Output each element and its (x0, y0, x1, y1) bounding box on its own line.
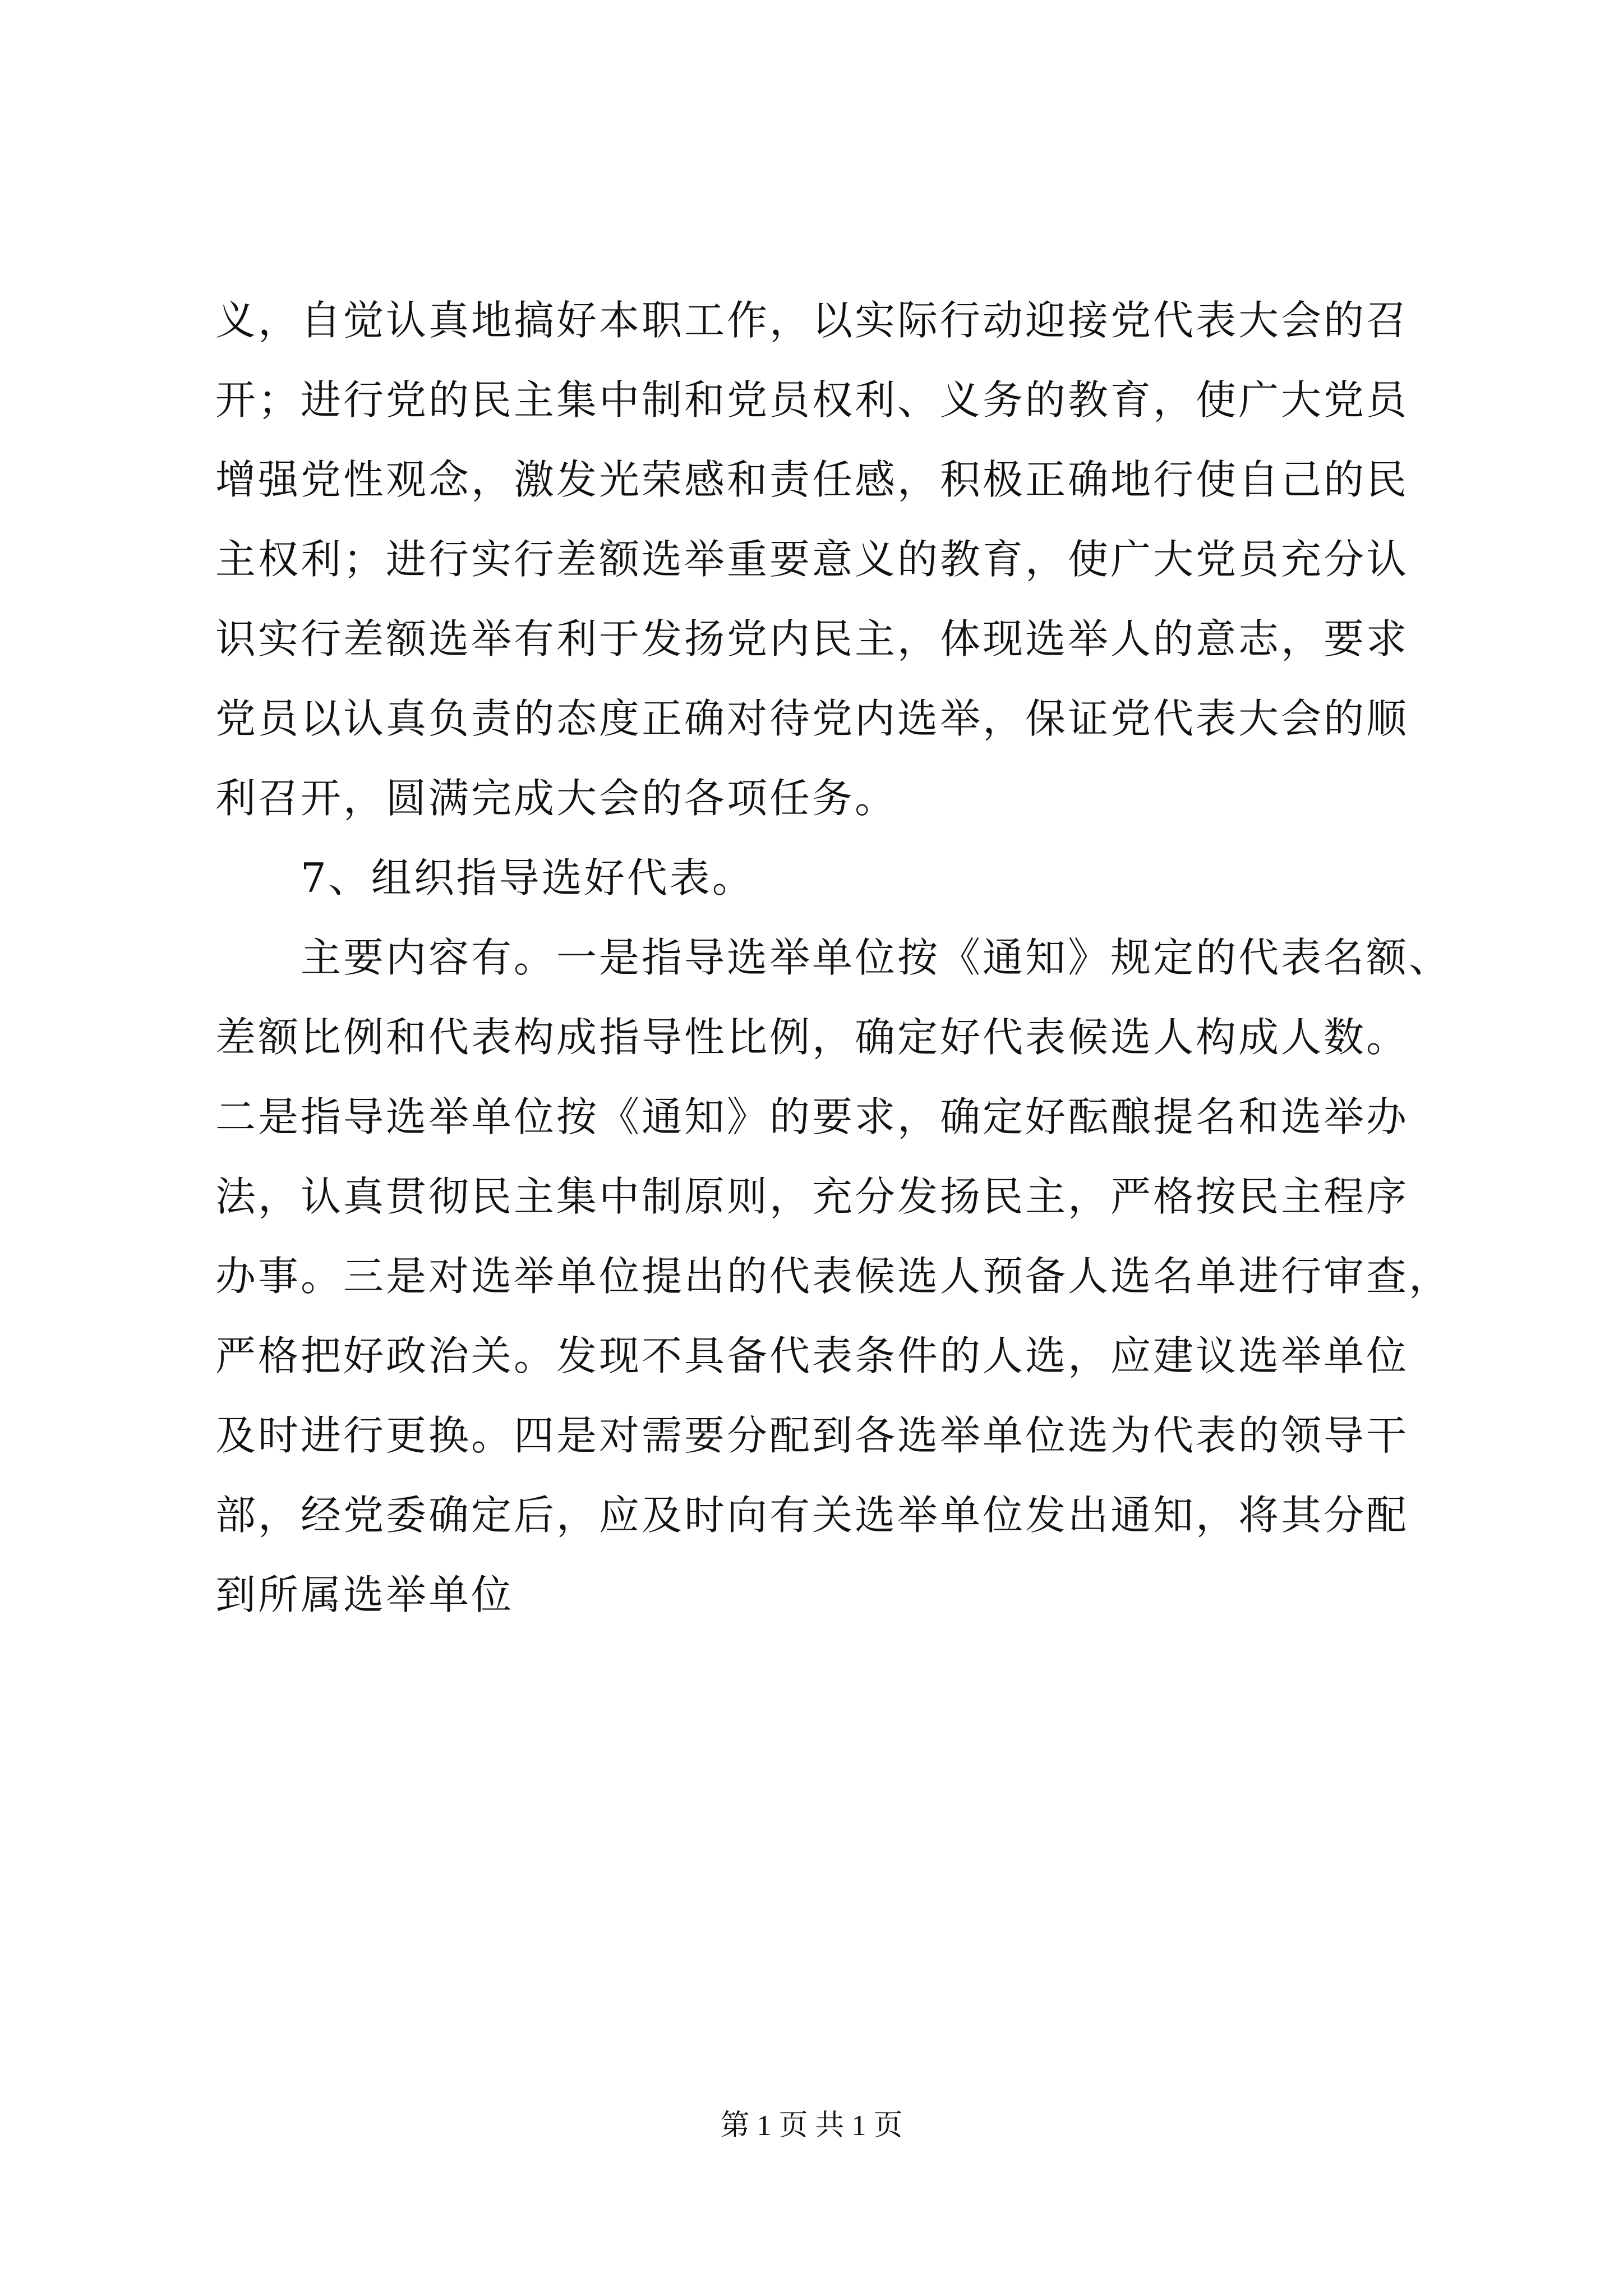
page-number-label: 第 1 页 共 1 页 (720, 2110, 903, 2142)
text-line: 严格把好政治关。发现不具备代表条件的人选，应建议选举单位 (215, 1332, 1409, 1379)
page-footer (0, 2106, 1623, 2146)
text-line: 到所属选举单位 (215, 1571, 514, 1618)
text-line: 法，认真贯彻民主集中制原则，充分发扬民主，严格按民主程序 (215, 1173, 1409, 1220)
paragraph-education (215, 280, 1424, 838)
text-line: 识实行差额选举有利于发扬党内民主，体现选举人的意志，要求 (215, 615, 1409, 662)
text-line: 开；进行党的民主集中制和党员权利、义务的教育，使广大党员 (215, 376, 1409, 424)
paragraph-main-content (215, 918, 1452, 1635)
text-line: 办事。三是对选举单位提出的代表候选人预备人选名单进行审查， (215, 1253, 1452, 1300)
text-line: 党员以认真负责的态度正确对待党内选举，保证党代表大会的顺 (215, 695, 1409, 742)
section-heading-7 (215, 838, 1424, 918)
text-line: 主权利；进行实行差额选举重要意义的教育，使广大党员充分认 (215, 536, 1409, 583)
text-line: 部，经党委确定后，应及时向有关选举单位发出通知，将其分配 (215, 1492, 1409, 1539)
text-line: 二是指导选举单位按《通知》的要求，确定好酝酿提名和选举办 (215, 1093, 1409, 1140)
heading-line: 7、组织指导选好代表。 (301, 854, 755, 901)
text-line: 利召开，圆满完成大会的各项任务。 (215, 775, 898, 822)
text-line: 增强党性观念，激发光荣感和责任感，积极正确地行使自己的民 (215, 456, 1409, 503)
text-line: 义，自觉认真地搞好本职工作，以实际行动迎接党代表大会的召 (215, 297, 1409, 344)
document-body (215, 280, 1452, 1635)
text-line: 主要内容有。一是指导选举单位按《通知》规定的代表名额、 (301, 934, 1452, 981)
text-line: 差额比例和代表构成指导性比例，确定好代表候选人构成人数。 (215, 1014, 1409, 1061)
text-line: 及时进行更换。四是对需要分配到各选举单位选为代表的领导干 (215, 1412, 1409, 1459)
